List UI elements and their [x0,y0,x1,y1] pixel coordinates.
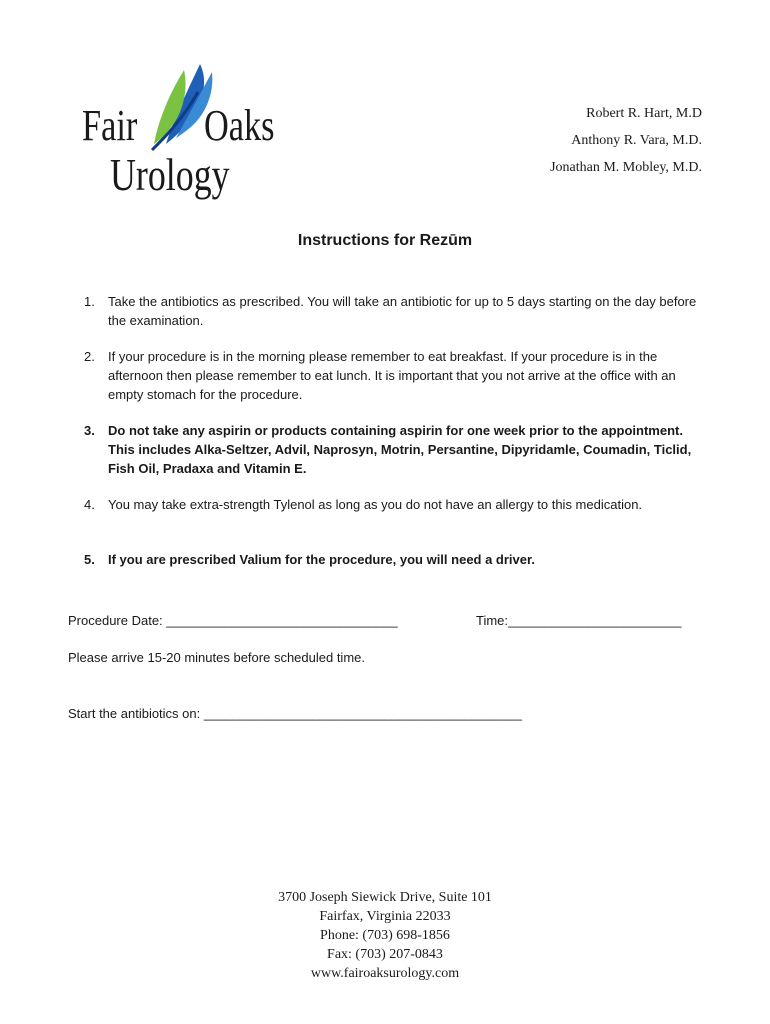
instruction-item [84,495,709,514]
footer-fax: Fax: (703) 207-0843 [327,947,443,962]
instruction-item [84,550,709,569]
instruction-item [84,347,709,404]
physician-name: Anthony R. Vara, M.D. [571,133,702,148]
instruction-list [84,292,709,569]
fair-oaks-urology-logo [78,62,293,202]
footer-website-link[interactable]: www.fairoaksurology.com [310,966,460,981]
instruction-text: If you are prescribed Valium for the procedure, you will need a driver. [108,552,535,567]
instruction-item [84,292,709,330]
instruction-number: 4. [84,497,95,512]
instruction-number: 5. [84,552,95,567]
instruction-text: You may take extra-strength Tylenol as long as you do not have an allergy to this medication. [108,497,643,512]
physician-list [550,100,702,181]
instruction-number: 3. [84,423,95,438]
start-antibiotics-field[interactable]: Start the antibiotics on: ____________________________________________ [68,706,522,721]
time-field[interactable]: Time:________________________ [476,613,682,628]
logo-word-fair: Fair [82,101,138,150]
contact-footer [0,888,770,983]
instruction-number: 2. [84,349,95,364]
physician-name: Jonathan M. Mobley, M.D. [550,160,702,175]
footer-address: 3700 Joseph Siewick Drive, Suite 101 [278,890,492,905]
instruction-item [84,421,709,478]
arrival-note: Please arrive 15-20 minutes before scheduled time. [68,650,365,665]
procedure-date-field[interactable]: Procedure Date: ________________________________ [68,613,398,628]
logo-word-urology: Urology [110,149,230,200]
instruction-text: Take the antibiotics as prescribed. You will take an antibiotic for up to 5 days starting on the day before the examination. [108,294,697,328]
instruction-number: 1. [84,294,95,309]
logo-word-oaks: Oaks [204,101,275,150]
instruction-text: Do not take any aspirin or products containing aspirin for one week prior to the appointment. This includes Alka-Seltzer, Advil, Naprosyn, Motrin, Persantine, Dipyridamle, Coumadin, Ticlid, Fish Oil, Pradaxa and Vitamin E. [108,423,692,476]
physician-name: Robert R. Hart, M.D [586,106,702,121]
footer-city: Fairfax, Virginia 22033 [319,909,451,924]
footer-phone: Phone: (703) 698-1856 [320,928,450,943]
instruction-text: If your procedure is in the morning please remember to eat breakfast. If your procedure is in the afternoon then please remember to eat lunch. It is important that you not arrive at the office with an empty stomach for the procedure. [108,349,676,402]
page-title: Instructions for Rezūm [297,232,473,249]
